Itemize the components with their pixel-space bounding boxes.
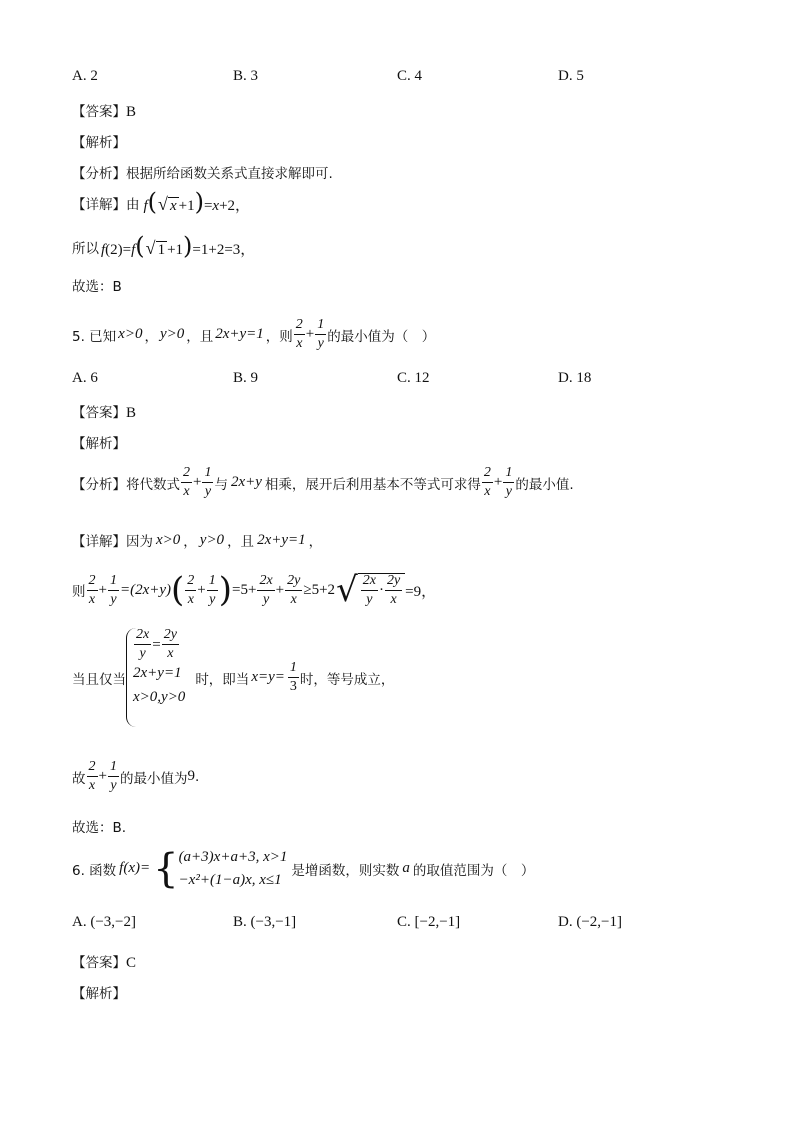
q5-cond-sum: 2x+y=1 (215, 326, 264, 342)
q6-option-d: D. (−2,−1] (558, 914, 622, 930)
q4-so-line (72, 234, 255, 259)
fenxi-tag: 【分析】 (72, 166, 126, 182)
detail-pre: 由 (126, 196, 140, 213)
q6-tail-c: 的取值范围为（ ） (412, 862, 535, 879)
detail-c: ， (183, 534, 197, 550)
fraction-2-over-x: $\frac{2}{x}$ (295, 317, 303, 351)
q4-option-a: A. 2 (72, 68, 98, 84)
fraction-1-over-y: $\frac{1}{y}$ (109, 759, 117, 793)
q6-tail-b: a (402, 860, 410, 876)
fraction-2-over-x: $\frac{2}{x}$ (88, 572, 96, 607)
q5-so-line: 故 $\frac{2}{x}$ + $\frac{1}{y}$ 的最小值为 9 . (72, 759, 200, 793)
fraction-1-over-y: $\frac{1}{y}$ (208, 572, 216, 607)
detail-tag: 【详解】 (72, 196, 126, 213)
q6-stem: 6. 函数 f(x)= { (a+3)x+a+3, x>1 −x²+(1−a)x, x≤1 是增函数，则实数 a 的取值范围为（ ） (72, 845, 535, 892)
then-label: 则 (72, 584, 86, 600)
fenxi-d: 相乘，展开后利用基本不等式可求得 (264, 476, 481, 493)
fraction-2-over-x: $\frac{2}{x}$ (88, 759, 96, 793)
q4-detail-line (72, 190, 250, 215)
eq-tail: =5+ (232, 581, 257, 598)
q5-answer (72, 401, 136, 422)
detail-tag: 【详解】 (72, 534, 126, 550)
so-label: 故 (72, 770, 86, 787)
eq-end: =9， (405, 583, 437, 600)
q4-option-b: B. 3 (233, 68, 259, 84)
so-value: 9 (187, 768, 195, 784)
fraction-1-over-y: $\frac{1}{y}$ (204, 465, 212, 499)
when-tail-b: x=y= (251, 669, 285, 685)
answer-tag: 【答案】 (72, 104, 126, 120)
fenxi-e: 的最小值. (515, 476, 574, 493)
detail-a: 因为 (126, 534, 153, 550)
q4-option-d: D. 5 (558, 68, 584, 84)
q5-when-line (72, 628, 394, 727)
q6-number: 6. 函数 (72, 862, 117, 879)
q6-analysis-tag: 【解析】 (72, 986, 126, 1002)
fraction-1-over-y: $\frac{1}{y}$ (505, 465, 513, 499)
detail-f: 2x+y=1 (257, 531, 306, 548)
q5-sep1: ， (144, 328, 158, 345)
q6-tail-a: 是增函数，则实数 (291, 862, 400, 879)
q6-option-c: C. [−2,−1] (397, 914, 461, 930)
q5-number: 5. 已知 (72, 328, 117, 345)
condition-system: $\frac{2x}{y}$ = $\frac{2y}{x}$ 2x+y=1 x>0,y>0 (126, 628, 185, 727)
when-tail-c: 时，等号成立， (299, 671, 395, 688)
q5-analysis-tag: 【解析】 (72, 436, 126, 452)
so-label: 所以 (72, 240, 99, 257)
fraction-1-over-y: $\frac{1}{y}$ (109, 572, 117, 607)
fenxi-tag: 【分析】 (72, 476, 126, 493)
q5-sep3: ，则 (265, 328, 293, 345)
q4-analysis-tag: 【解析】 (72, 135, 126, 151)
q5-option-d: D. 18 (558, 370, 592, 386)
fraction-1-over-3: $\frac{1}{3}$ (289, 660, 297, 694)
fraction-2y-over-x: $\frac{2y}{x}$ (287, 572, 301, 607)
sys-line-2: 2x+y=1 (133, 665, 182, 681)
q6-option-a: A. (−3,−2] (72, 914, 136, 930)
q4-detail-equation: f(√ x +1)=x+2， (143, 188, 251, 216)
q5-cond-x: x>0 (118, 326, 143, 342)
q5-option-a: A. 6 (72, 370, 98, 386)
fraction-2-over-x: $\frac{2}{x}$ (183, 465, 190, 499)
q4-answer (72, 100, 136, 121)
q5-option-c: C. 12 (397, 370, 430, 386)
case-1: (a+3)x+a+3, x>1 (178, 849, 288, 865)
q5-fenxi-line: 【分析】 将代数式 $\frac{2}{x}$ + $\frac{1}{y}$ 与 2x+y 相乘，展开后利用基本不等式可求得 $\frac{2}{x}$ + $\frac{1}{y}$ 的最小值. (72, 465, 574, 499)
q6-fx: f(x)= (119, 860, 151, 876)
q5-detail-line (72, 530, 322, 550)
q4-choose: 故选：B (72, 279, 122, 295)
case-2: −x²+(1−a)x, x≤1 (178, 871, 282, 888)
detail-g: ， (308, 534, 323, 550)
fenxi-b: 与 (214, 476, 228, 493)
so-dot: . (194, 768, 200, 785)
q6-answer (72, 951, 136, 972)
so-tail: 的最小值为 (119, 770, 188, 787)
q5-sep2: ，且 (186, 328, 214, 345)
piecewise-cases (179, 846, 288, 891)
q4-fenxi (72, 162, 333, 182)
eq-ge: ≥5+2 (303, 581, 336, 598)
eq-mid: =(2x+y) (119, 581, 172, 598)
q5-cond-y: y>0 (159, 326, 185, 342)
q4-so-equation: f(2)=f(√ 1 +1)=1+2=3， (101, 232, 256, 260)
when-tail-a: 时，即当 (195, 671, 250, 688)
answer-tag: 【答案】 (72, 405, 126, 421)
detail-b: x>0 (156, 531, 181, 548)
q5-choose: 故选：B. (72, 820, 127, 836)
q5-option-b: B. 9 (233, 370, 259, 386)
fraction-1-over-y: $\frac{1}{y}$ (317, 317, 325, 351)
q4-option-c: C. 4 (397, 68, 423, 84)
answer-tag: 【答案】 (72, 955, 126, 971)
answer-value: B (126, 104, 137, 120)
fraction-2-over-x: $\frac{2}{x}$ (483, 465, 491, 499)
fenxi-text: 根据所给函数关系式直接求解即可. (126, 166, 333, 182)
sys-line-3: x>0,y>0 (133, 689, 186, 705)
detail-e: ，且 (227, 534, 255, 550)
q6-option-b: B. (−3,−1] (233, 914, 297, 930)
detail-d: y>0 (199, 531, 225, 548)
answer-value: B (126, 405, 137, 421)
q5-stem: 5. 已知 x>0 ， y>0 ，且 2x+y=1 ，则 $\frac{2}{x}$ + $\frac{1}{y}$ 的最小值为（ ） (72, 317, 436, 351)
fenxi-c: 2x+y (230, 474, 262, 490)
when-label: 当且仅当 (72, 671, 126, 688)
q5-then-line: 则 $\frac{2}{x}$ + $\frac{1}{y}$ =(2x+y) ( $\frac{2}{x}$ + $\frac{1}{y}$ ) =5+ $\frac{2x}{y}$ + $\frac{2y}{x}$ ≥5+2 √ $\frac{2x}{y}$ · $\frac{2y}{x}$ =9， (72, 570, 437, 610)
fraction-2x-over-y: $\frac{2x}{y}$ (259, 572, 273, 607)
fenxi-a: 将代数式 (126, 476, 180, 493)
fraction-2-over-x: $\frac{2}{x}$ (187, 572, 195, 607)
answer-value: C (126, 955, 137, 971)
q5-tail: 的最小值为（ ） (327, 328, 436, 345)
